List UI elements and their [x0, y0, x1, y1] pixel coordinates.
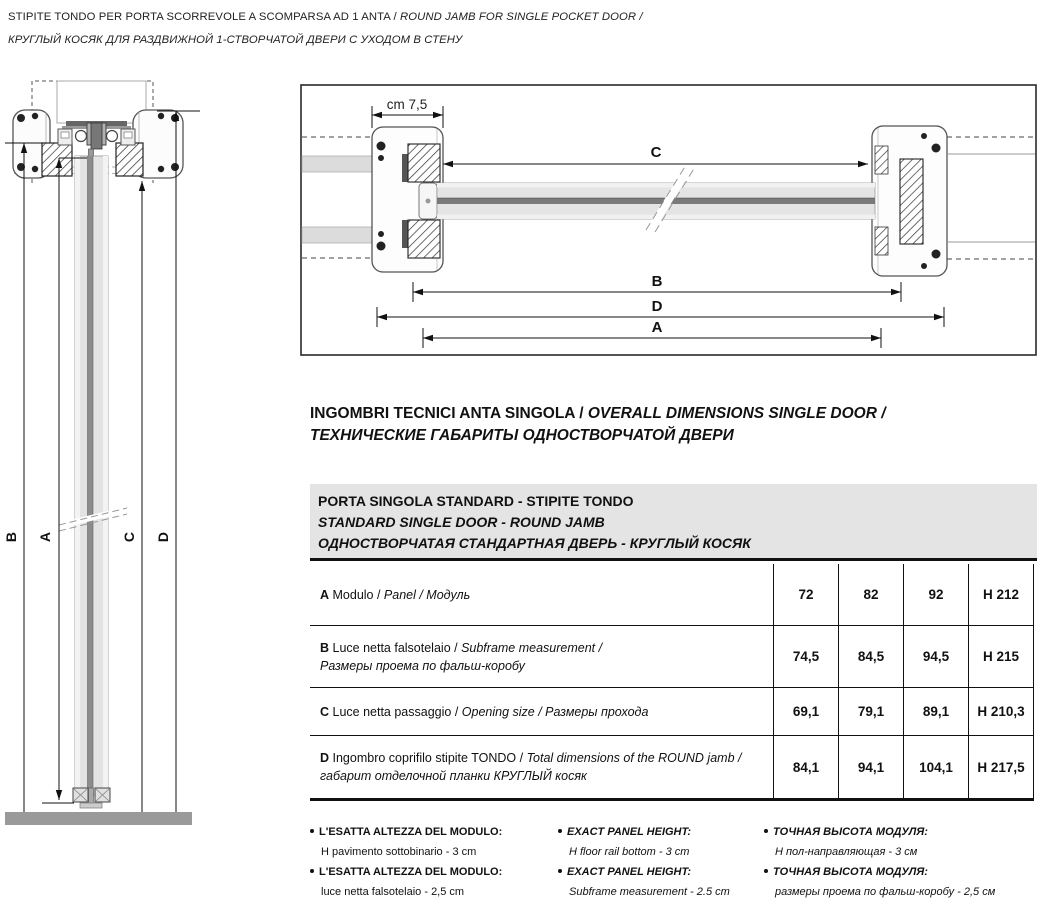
- table-title-line2: STANDARD SINGLE DOOR - ROUND JAMB: [318, 514, 605, 530]
- page-title-line2: КРУГЛЫЙ КОСЯК ДЛЯ РАЗДВИЖНОЙ 1-СТВОРЧАТОЙ ДВЕРИ С УХОДОМ В СТЕНУ: [8, 34, 463, 46]
- cell-value: H 212: [968, 564, 1033, 625]
- bullet-icon: [558, 869, 562, 873]
- footnote-column-it: [310, 822, 558, 898]
- section-heading-line1: INGOMBRI TECNICI ANTA SINGOLA / OVERALL DIMENSIONS SINGLE DOOR /: [310, 405, 886, 422]
- cell-value: 72: [773, 564, 838, 625]
- bullet-icon: [764, 829, 768, 833]
- bullet-icon: [764, 869, 768, 873]
- cell-value: 89,1: [903, 688, 968, 735]
- cell-value: 74,5: [773, 626, 838, 687]
- table-title-band: [310, 484, 1037, 561]
- dim-label-c: C: [650, 144, 662, 161]
- footnote-title: EXACT PANEL HEIGHT:: [558, 862, 764, 882]
- cell-value: H 215: [968, 626, 1033, 687]
- dim-label-d: D: [155, 531, 171, 543]
- vertical-section-diagram: [2, 76, 207, 848]
- cell-value: 94,5: [903, 626, 968, 687]
- table-row: [310, 688, 1033, 736]
- jamb-width-note: cm 7,5: [386, 97, 428, 112]
- footnote-title: ТОЧНАЯ ВЫСОТА МОДУЛЯ:: [764, 862, 1037, 882]
- dim-label-b: B: [651, 273, 663, 290]
- row-label: D Ingombro coprifilo stipite TONDO / Total dimensions of the ROUND jamb / габарит отделочной планки КРУГЛЫЙ косяк: [320, 751, 742, 783]
- cell-value: 79,1: [838, 688, 903, 735]
- dim-label-a: A: [37, 531, 53, 543]
- dimension-table: [310, 564, 1034, 801]
- dim-label-d: D: [651, 298, 663, 315]
- footnote-title: L'ESATTA ALTEZZA DEL MODULO:: [310, 862, 558, 882]
- round-jamb-left: [372, 127, 443, 272]
- cell-value: 84,5: [838, 626, 903, 687]
- footnote-title: L'ESATTA ALTEZZA DEL MODULO:: [310, 822, 558, 842]
- footnote-text: Subframe measurement - 2.5 cm: [569, 886, 730, 898]
- dim-label-a: A: [651, 319, 663, 336]
- footnote-text: размеры проема по фальш-коробу - 2,5 см: [775, 886, 996, 898]
- cell-value: H 217,5: [968, 736, 1033, 798]
- row-label: B Luce netta falsotelaio / Subframe measurement / Размеры проема по фальш-коробу: [320, 640, 603, 673]
- door-panel: [75, 156, 108, 795]
- footnote-column-en: [558, 822, 764, 898]
- round-jamb-right: [872, 126, 947, 276]
- footnote-title: ТОЧНАЯ ВЫСОТА МОДУЛЯ:: [764, 822, 1037, 842]
- section-heading: [310, 403, 1040, 447]
- floor-rail: [73, 788, 110, 808]
- page-title: [8, 6, 688, 52]
- subframe-hatch-right: [116, 143, 143, 176]
- cell-value: 94,1: [838, 736, 903, 798]
- table-row: [310, 736, 1033, 798]
- cell-value: 82: [838, 564, 903, 625]
- cell-value: 84,1: [773, 736, 838, 798]
- footnote-text: H floor rail bottom - 3 cm: [569, 846, 690, 858]
- footnote-column-ru: [764, 822, 1037, 898]
- plan-section-diagram: [300, 84, 1037, 356]
- footnote-text: Н пол-направляющая - 3 см: [775, 846, 918, 858]
- dim-label-b: B: [3, 531, 19, 543]
- table-title-line1: PORTA SINGOLA STANDARD - STIPITE TONDO: [318, 493, 634, 509]
- table-title-line3: ОДНОСТВОРЧАТАЯ СТАНДАРТНАЯ ДВЕРЬ - КРУГЛЫЙ КОСЯК: [318, 535, 751, 551]
- row-label: A Modulo / Panel / Модуль: [320, 587, 471, 602]
- subframe-hatch-left: [42, 143, 72, 176]
- page-title-line1: STIPITE TONDO PER PORTA SCORREVOLE A SCOMPARSA AD 1 ANTA / ROUND JAMB FOR SINGLE POCKET DOOR /: [8, 11, 643, 23]
- cell-value: 92: [903, 564, 968, 625]
- table-row: [310, 564, 1033, 626]
- row-label: C Luce netta passaggio / Opening size / Размеры прохода: [320, 704, 649, 719]
- cell-value: 104,1: [903, 736, 968, 798]
- section-heading-line2: ТЕХНИЧЕСКИЕ ГАБАРИТЫ ОДНОСТВОРЧАТОЙ ДВЕРИ: [310, 427, 734, 444]
- cell-value: 69,1: [773, 688, 838, 735]
- footnotes: [310, 822, 1037, 898]
- cell-value: H 210,3: [968, 688, 1033, 735]
- bullet-icon: [310, 829, 314, 833]
- bullet-icon: [310, 869, 314, 873]
- wall-cavity: [57, 81, 146, 123]
- dim-label-c: C: [121, 531, 137, 543]
- bullet-icon: [558, 829, 562, 833]
- footnote-text: luce netta falsotelaio - 2,5 cm: [321, 886, 465, 898]
- table-row: [310, 626, 1033, 688]
- footnote-text: H pavimento sottobinario - 3 cm: [321, 846, 477, 858]
- footnote-title: EXACT PANEL HEIGHT:: [558, 822, 764, 842]
- floor: [5, 812, 192, 825]
